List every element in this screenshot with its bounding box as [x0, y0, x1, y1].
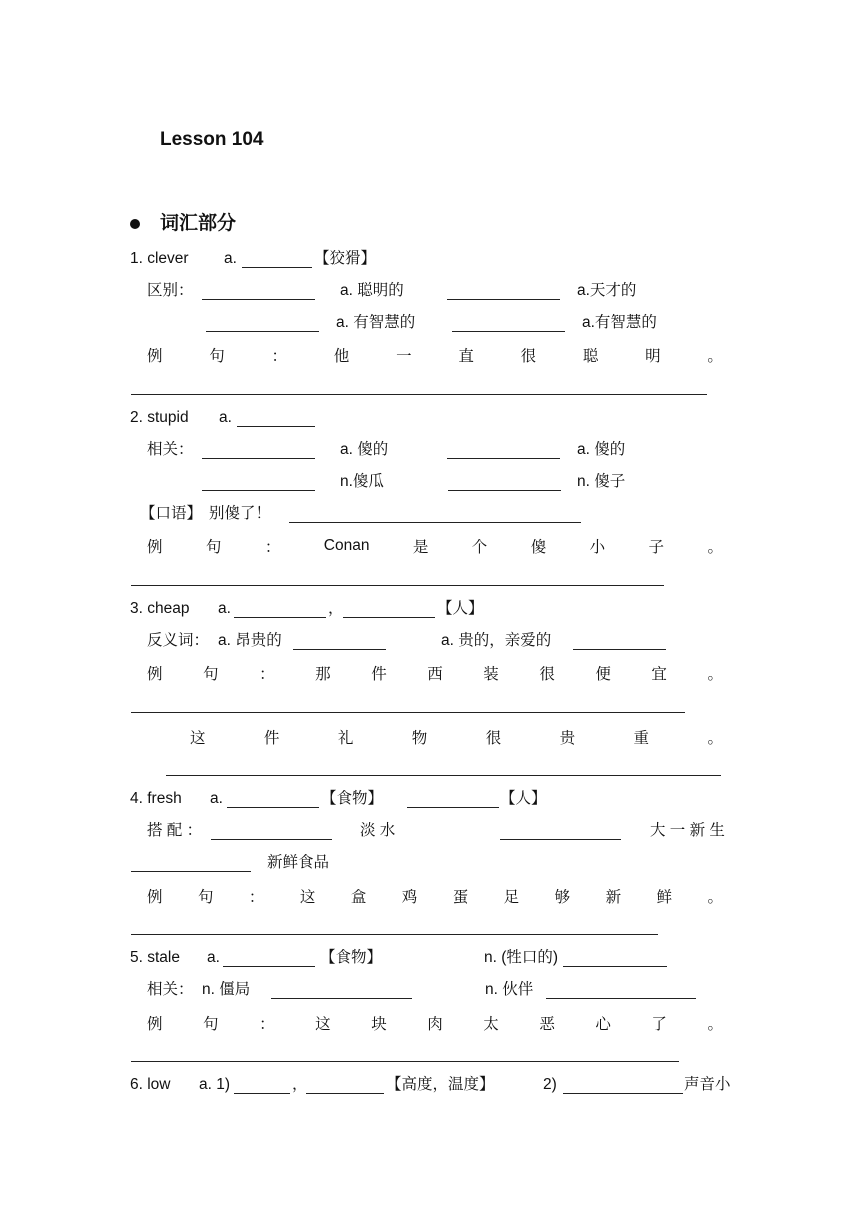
example-char: 聪	[582, 348, 599, 365]
item3-ant-blank-2[interactable]	[573, 649, 666, 650]
item3-example-row-1	[147, 662, 723, 684]
example-char: 例	[147, 1016, 163, 1033]
item1-head: 1. clever	[130, 250, 189, 267]
example-char: 他	[333, 348, 350, 365]
item1-meaning-1: a. 聪明的	[340, 282, 404, 299]
example-char: 够	[554, 889, 571, 906]
item2-oral-blank[interactable]	[289, 522, 581, 523]
example-char: 恶	[539, 1016, 555, 1033]
example-char: 礼	[337, 730, 354, 747]
item5-rel-label: 相关：	[147, 981, 194, 998]
example-char: 个	[471, 539, 488, 556]
item5-note: 【食物】	[320, 949, 383, 966]
item2-meaning-1: a. 傻的	[340, 441, 389, 458]
example-char: 句	[205, 539, 222, 556]
item3-answer-line-1[interactable]	[131, 712, 685, 713]
item1-example-row	[147, 344, 723, 366]
item5-answer-line[interactable]	[131, 1061, 679, 1062]
item2-rel-blank-3[interactable]	[202, 490, 315, 491]
example-char: 。	[707, 889, 723, 906]
item5-meaning-1: n. 僵局	[202, 981, 251, 998]
item2-rel-blank-2[interactable]	[447, 458, 560, 459]
example-char: 蛋	[452, 889, 469, 906]
item4-note-1: 【食物】	[321, 790, 384, 807]
item4-head: 4. fresh	[130, 790, 182, 807]
example-char: 傻	[530, 539, 547, 556]
item6-blank-2[interactable]	[306, 1093, 384, 1094]
example-char: 子	[648, 539, 665, 556]
example-char: 很	[520, 348, 537, 365]
item1-meaning-2: a.天才的	[577, 282, 637, 299]
item2-meaning-2: a. 傻的	[577, 441, 626, 458]
example-char: 足	[503, 889, 520, 906]
example-char: ：	[271, 348, 288, 365]
example-char: 新	[605, 889, 622, 906]
example-char: 鸡	[401, 889, 418, 906]
example-char: 件	[371, 666, 387, 683]
item6-tail: 声音小	[684, 1076, 731, 1093]
item5-blank-1[interactable]	[223, 966, 315, 967]
example-char: 。	[707, 730, 723, 747]
example-char: 句	[203, 1016, 219, 1033]
example-char: 。	[707, 666, 723, 683]
item5-n1: n. (牲口的)	[484, 949, 559, 966]
item2-oral-text: 别傻了！	[209, 505, 272, 522]
item5-blank-2[interactable]	[563, 966, 667, 967]
item5-rel-blank-1[interactable]	[271, 998, 412, 999]
example-char: ：	[259, 1016, 275, 1033]
item2-head: 2. stupid	[130, 409, 189, 426]
example-char: ：	[264, 539, 281, 556]
example-char: 那	[315, 666, 331, 683]
example-char: 直	[458, 348, 474, 365]
example-char: 这	[315, 1016, 331, 1033]
example-char: 贵	[559, 730, 576, 747]
example-char: 宜	[651, 666, 667, 683]
example-char: 这	[190, 730, 206, 747]
item5-meaning-2: n. 伙伴	[485, 981, 534, 998]
example-char: 例	[147, 666, 163, 683]
item5-head: 5. stale	[130, 949, 180, 966]
item2-oral-label: 【口语】	[140, 505, 203, 522]
example-char: 鲜	[656, 889, 673, 906]
example-char: 件	[263, 730, 280, 747]
item1-meaning-4: a.有智慧的	[582, 314, 657, 331]
item3-blank-1[interactable]	[234, 617, 326, 618]
item2-example-row	[147, 535, 723, 557]
item1-note: 【狡猾】	[314, 250, 377, 267]
example-char: Conan	[323, 537, 370, 554]
item3-blank-2[interactable]	[343, 617, 435, 618]
item4-answer-line[interactable]	[131, 934, 658, 935]
item3-meaning-1: a. 昂贵的	[218, 632, 282, 649]
item4-collo-label: 搭 配 ：	[147, 822, 203, 839]
item2-meaning-3: n.傻瓜	[340, 473, 384, 490]
example-char: 太	[483, 1016, 499, 1033]
example-char: 例	[147, 889, 163, 906]
item3-note: 【人】	[437, 600, 484, 617]
item4-meaning-1: 淡 水	[360, 822, 396, 839]
item2-rel-label: 相关：	[147, 441, 194, 458]
example-char: 句	[197, 889, 214, 906]
item3-example-row-2	[190, 726, 723, 748]
item4-note-2: 【人】	[500, 790, 547, 807]
item3-ant-label: 反义词：	[147, 632, 210, 649]
item6-pos-2: 2)	[543, 1076, 557, 1093]
example-char: 。	[707, 539, 723, 556]
item4-collo-blank-1[interactable]	[211, 839, 332, 840]
example-char: 块	[371, 1016, 387, 1033]
example-char: 了	[651, 1016, 667, 1033]
section-heading: 词汇部分	[160, 213, 237, 234]
item2-meaning-4: n. 傻子	[577, 473, 626, 490]
item6-note: 【高度，温度】	[386, 1076, 495, 1093]
item3-ant-blank-1[interactable]	[293, 649, 386, 650]
item2-pos: a.	[219, 409, 232, 426]
item5-rel-blank-2[interactable]	[546, 998, 696, 999]
item2-blank[interactable]	[237, 426, 315, 427]
example-char: 物	[411, 730, 428, 747]
page-title: Lesson 104	[160, 129, 264, 150]
example-char: 一	[396, 348, 412, 365]
item4-collo-blank-3[interactable]	[131, 871, 251, 872]
example-char: 这	[299, 889, 316, 906]
example-char: 明	[645, 348, 661, 365]
item6-comma: ，	[292, 1076, 308, 1093]
item4-meaning-3: 新鲜食品	[267, 854, 330, 871]
example-char: 是	[412, 539, 429, 556]
example-char: 重	[633, 730, 650, 747]
item1-pos: a.	[224, 250, 237, 267]
item6-head: 6. low	[130, 1076, 171, 1093]
item4-meaning-2: 大 一 新 生	[650, 822, 725, 839]
example-char: 便	[595, 666, 611, 683]
item1-diff-label: 区别：	[147, 282, 194, 299]
item3-meaning-2: a. 贵的，亲爱的	[441, 632, 552, 649]
item6-blank-1[interactable]	[234, 1093, 290, 1094]
item4-blank-1[interactable]	[227, 807, 319, 808]
item1-diff-blank-3[interactable]	[206, 331, 319, 332]
item3-comma: ，	[328, 600, 344, 617]
example-char: 例	[147, 348, 163, 365]
example-char: 肉	[427, 1016, 443, 1033]
item4-pos: a.	[210, 790, 223, 807]
example-char: ：	[259, 666, 275, 683]
example-char: 装	[483, 666, 499, 683]
item1-diff-blank-1[interactable]	[202, 299, 315, 300]
example-char: 句	[209, 348, 225, 365]
bullet-icon	[130, 219, 140, 229]
example-char: 盒	[350, 889, 367, 906]
example-char: ：	[248, 889, 265, 906]
example-char: 很	[539, 666, 555, 683]
item1-diff-blank-2[interactable]	[447, 299, 560, 300]
item2-rel-blank-1[interactable]	[202, 458, 315, 459]
item4-collo-blank-2[interactable]	[500, 839, 621, 840]
item6-blank-3[interactable]	[563, 1093, 683, 1094]
item1-blank[interactable]	[242, 267, 312, 268]
item1-meaning-3: a. 有智慧的	[336, 314, 416, 331]
example-char: 例	[147, 539, 163, 556]
item3-answer-line-2[interactable]	[166, 775, 721, 776]
item3-head: 3. cheap	[130, 600, 190, 617]
item4-blank-2[interactable]	[407, 807, 499, 808]
example-char: 句	[203, 666, 219, 683]
item2-answer-line[interactable]	[131, 585, 664, 586]
item1-answer-line[interactable]	[131, 394, 707, 395]
example-char: 心	[595, 1016, 611, 1033]
item5-example-row	[147, 1012, 723, 1034]
item3-pos: a.	[218, 600, 231, 617]
example-char: 。	[707, 1016, 723, 1033]
item2-rel-blank-4[interactable]	[448, 490, 561, 491]
example-char: 西	[427, 666, 443, 683]
example-char: 小	[589, 539, 606, 556]
item1-diff-blank-4[interactable]	[452, 331, 565, 332]
example-char: 。	[707, 348, 723, 365]
example-char: 很	[485, 730, 502, 747]
item5-pos: a.	[207, 949, 220, 966]
item4-example-row	[147, 885, 723, 907]
item6-pos-1: a. 1)	[199, 1076, 231, 1093]
